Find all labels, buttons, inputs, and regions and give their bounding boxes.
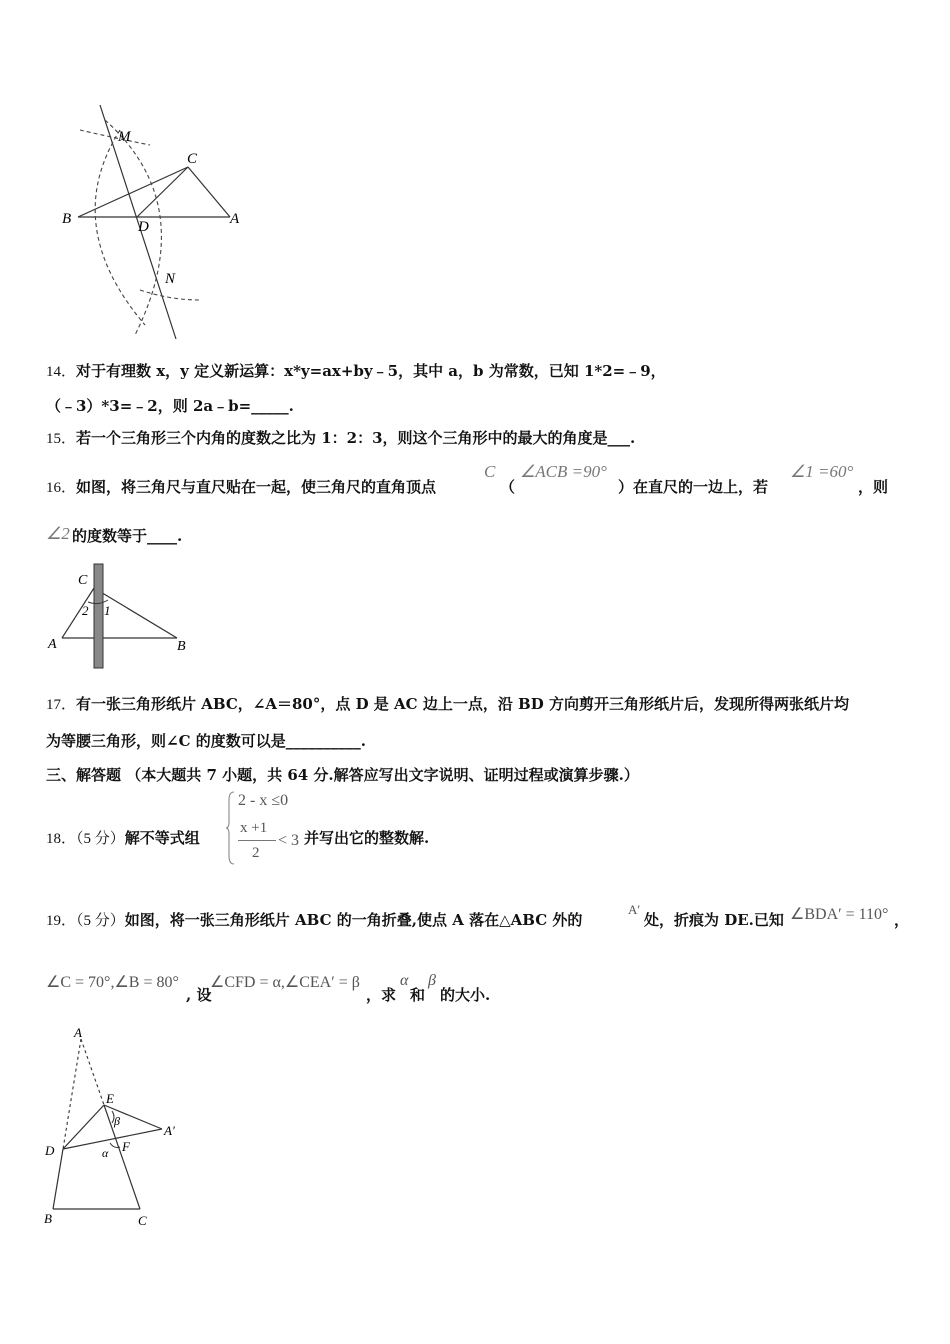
segment-ec	[104, 1105, 140, 1209]
label-d: D	[138, 219, 149, 235]
label-c: C	[138, 1213, 147, 1228]
arc-right	[105, 120, 161, 335]
question-14-line1: 对于有理数 x，y 定义新运算：x*y=ax+by﹣5，其中 a，b 为常数，已知 1*2=﹣9，	[76, 362, 666, 380]
question-18-text-b: 并写出它的整数解.	[304, 829, 430, 847]
math-beta: β	[428, 972, 436, 989]
question-16-line2: 的度数等于____.	[72, 527, 183, 545]
question-18-text-a: 解不等式组	[124, 829, 200, 847]
question-16-text-c: ，则	[858, 478, 889, 496]
question-number: 16．	[46, 480, 77, 496]
segment-cd	[137, 167, 188, 217]
label-d: D	[45, 1143, 55, 1158]
label-2: 2	[82, 603, 89, 618]
figure-triangle-ruler	[40, 560, 200, 670]
math-angle-2: ∠2	[46, 524, 70, 543]
label-e: E	[106, 1091, 114, 1106]
label-b: B	[62, 211, 72, 227]
label-c: C	[187, 151, 198, 167]
question-17	[46, 694, 849, 715]
fraction-denominator: 2	[252, 845, 260, 861]
question-15	[46, 428, 635, 449]
section-title: 三、解答题 （本大题共 7 小题，共 64 分.解答应写出文字说明、证明过程或演算步骤.）	[46, 766, 639, 784]
label-a: A	[230, 211, 240, 227]
math-vertex-c: C	[484, 462, 496, 481]
label-c: C	[78, 573, 88, 588]
dashed-ae	[81, 1039, 104, 1105]
question-14	[46, 361, 666, 382]
segment-ac	[62, 588, 94, 638]
label-m: M	[118, 129, 131, 145]
math-angle-1: ∠1 =60°	[790, 462, 854, 481]
question-19-text-e: ，求	[366, 986, 397, 1004]
label-a: A	[48, 637, 57, 652]
math-alpha: α	[400, 972, 409, 989]
brace-icon	[226, 790, 236, 866]
question-17-line2: 为等腰三角形，则∠C 的度数可以是__________.	[46, 732, 366, 750]
label-b: B	[44, 1211, 52, 1226]
question-17-line1: 有一张三角形纸片 ABC，∠A＝80°，点 D 是 AC 边上一点，沿 BD 方向剪开三角形纸片后，发现所得两张纸片均	[76, 695, 849, 713]
label-a-prime: A′	[164, 1123, 175, 1138]
arc-m	[80, 130, 150, 145]
question-number: 14．	[46, 364, 77, 380]
figure-perpendicular-bisector	[40, 95, 300, 350]
question-14-text-2: （﹣3）*3=﹣2，则 2a﹣b=_____.	[46, 397, 294, 415]
question-19-text-g: 的大小.	[440, 986, 491, 1004]
segment-bc	[78, 167, 188, 217]
ruler	[94, 564, 103, 668]
label-beta: β	[114, 1114, 120, 1128]
score: （5 分）	[76, 831, 125, 847]
question-number: 18．	[46, 831, 77, 847]
question-18	[46, 828, 200, 849]
segment-ea-prime	[104, 1105, 162, 1129]
question-19-text-c: ，	[894, 911, 910, 929]
math-angle-bda: ∠BDA′ = 110°	[790, 906, 889, 923]
label-f: F	[122, 1139, 130, 1154]
score: （5 分）	[76, 913, 125, 929]
question-15-text: 若一个三角形三个内角的度数之比为 1：2：3，则这个三角形中的最大的角度是___.	[76, 429, 636, 447]
question-16	[46, 477, 436, 498]
question-16-text-b: ）在直尺的一边上，若	[618, 478, 769, 496]
label-alpha: α	[102, 1146, 109, 1160]
segment-ca	[188, 167, 230, 217]
segment-db	[53, 1149, 63, 1209]
inequality-1: 2 - x ≤0	[238, 792, 289, 809]
paren-open: （	[500, 478, 516, 496]
label-a: A	[74, 1025, 82, 1040]
label-1: 1	[104, 603, 111, 618]
math-angle-acb: ∠ACB =90°	[520, 462, 607, 481]
label-n: N	[165, 271, 176, 287]
question-19-text-d: , 设	[186, 986, 212, 1004]
label-b: B	[177, 639, 186, 654]
question-19-text-b: 处，折痕为 DE.已知	[644, 911, 784, 929]
inequality-2-rest: < 3	[278, 832, 300, 849]
math-a-prime: A′	[628, 902, 641, 917]
figure-folded-triangle	[36, 1025, 196, 1235]
question-14-line2	[46, 396, 294, 416]
question-number: 17．	[46, 697, 77, 713]
question-19-text-a: 如图，将一张三角形纸片 ABC 的一角折叠,使点 A 落在△ABC 外的	[124, 911, 583, 929]
question-number: 19．	[46, 913, 77, 929]
question-16-text-a: 如图，将三角尺与直尺贴在一起，使三角尺的直角顶点	[76, 478, 437, 496]
fraction-bar	[238, 840, 276, 841]
question-19-text-f: 和	[410, 986, 426, 1004]
math-angles-cfd-cea: ∠CFD = α,∠CEA′ = β	[210, 974, 360, 991]
math-angles-cb: ∠C = 70°,∠B = 80°	[46, 974, 179, 991]
question-19	[46, 910, 582, 931]
fraction-numerator: x +1	[240, 820, 268, 836]
question-number: 15．	[46, 431, 77, 447]
arc-n	[140, 290, 200, 300]
